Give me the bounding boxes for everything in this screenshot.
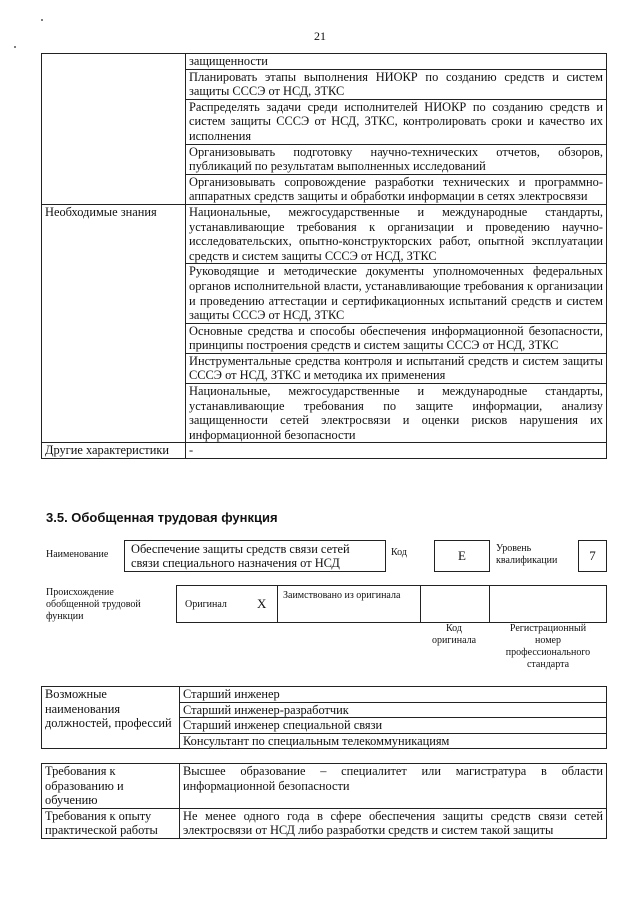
position-item: Старший инженер-разработчик: [180, 703, 606, 719]
section-title: 3.5. Обобщенная трудовая функция: [46, 510, 278, 525]
scan-speck: [41, 19, 43, 21]
origin-divider: [420, 586, 421, 622]
knowledge-item: Основные средства и способы обеспечения информационной безопасности, принципы построения средств и систем защиты СССЭ от НСД, ЗТКС: [186, 323, 607, 353]
name-value-box: [124, 540, 386, 572]
level-value-box: [578, 540, 607, 572]
skill-item: Организовывать сопровождение разработки технических и программно-аппаратных средств защиты и обработки информации в сетях электросвязи: [186, 174, 607, 204]
page-number: 21: [314, 29, 326, 43]
origin-divider: [277, 586, 278, 622]
knowledge-item: Руководящие и методические документы уполномоченных федеральных органов исполнительной власти, устанавливающие требования к организации и проведению аттестации и сертификационных испытаний средств и систем защиты СССЭ от НСД, ЗТКС: [186, 264, 607, 323]
skill-item: Распределять задачи среди исполнителей НИОКР по созданию средств и систем защиты СССЭ от НСД, ЗТКС, контролировать сроки и качество их исполнения: [186, 99, 607, 144]
positions-list: [180, 687, 607, 749]
row-label-knowledge: Необходимые знания: [42, 204, 186, 443]
positions-table: [41, 686, 607, 749]
borrowed-label: Заимствовано из оригинала: [283, 590, 401, 601]
knowledge-item: Инструментальные средства контроля и испытаний средств и систем защиты СССЭ от НСД, ЗТКС и методика их применения: [186, 353, 607, 383]
other-item: -: [186, 443, 607, 459]
row-label-other: Другие характеристики: [42, 443, 186, 459]
knowledge-item: Национальные, межгосударственные и международные стандарты, устанавливающие требования по защите информации, анализу защищенности сетей электросвязи и оценки рисков нарушения их информационной безопасности: [186, 384, 607, 443]
original-mark: X: [257, 596, 267, 611]
position-item: Старший инженер: [180, 687, 606, 703]
level-label: Уровень квалификации: [496, 543, 558, 566]
code-label: Код: [391, 547, 407, 558]
requirements-table: [41, 763, 607, 839]
origin-divider: [489, 586, 490, 622]
requirement-value: Высшее образование – специалитет или магистратура в области информационной безопасности: [180, 764, 607, 809]
level-value: 7: [589, 548, 596, 563]
position-item: Старший инженер специальной связи: [180, 718, 606, 734]
skill-item: Организовывать подготовку научно-технических отчетов, обзоров, публикаций по результатам выполненных исследований: [186, 144, 607, 174]
position-item: Консультант по специальным телекоммуникациям: [183, 733, 450, 748]
code-value: E: [458, 548, 466, 563]
skills-knowledge-table: [41, 53, 607, 459]
skill-item: защищенности: [186, 54, 607, 70]
reg-caption: Регистрационный номер профессионального стандарта: [505, 623, 591, 670]
knowledge-item: Национальные, межгосударственные и международные стандарты, устанавливающие требования к организации и проведению научно-исследовательских, опытно-конструкторских работ, опытной эксплуатации средств и систем защиты СССЭ от НСД, ЗТКС: [186, 204, 607, 263]
origin-label: Происхождение обобщенной трудовой функции: [46, 587, 141, 622]
row-label: [42, 54, 186, 205]
original-label: Оригинал: [185, 599, 227, 610]
requirement-label: Требования к опыту практической работы: [42, 808, 180, 838]
scan-speck: [14, 46, 16, 48]
skill-item: Планировать этапы выполнения НИОКР по созданию средств и систем защиты СССЭ от НСД, ЗТКС: [186, 69, 607, 99]
code-caption: Код оригинала: [431, 623, 477, 646]
requirement-value: Не менее одного года в сфере обеспечения защиты средств связи сетей электросвязи от НСД либо разработки средств и систем такой защиты: [180, 808, 607, 838]
origin-row: [176, 585, 607, 623]
positions-label: Возможные наименования должностей, профессий: [42, 687, 180, 749]
requirement-label: Требования к образованию и обучению: [42, 764, 180, 809]
name-label: Наименование: [46, 549, 109, 560]
code-value-box: [434, 540, 490, 572]
name-value: Обеспечение защиты средств связи сетей связи специального назначения от НСД: [131, 542, 350, 570]
